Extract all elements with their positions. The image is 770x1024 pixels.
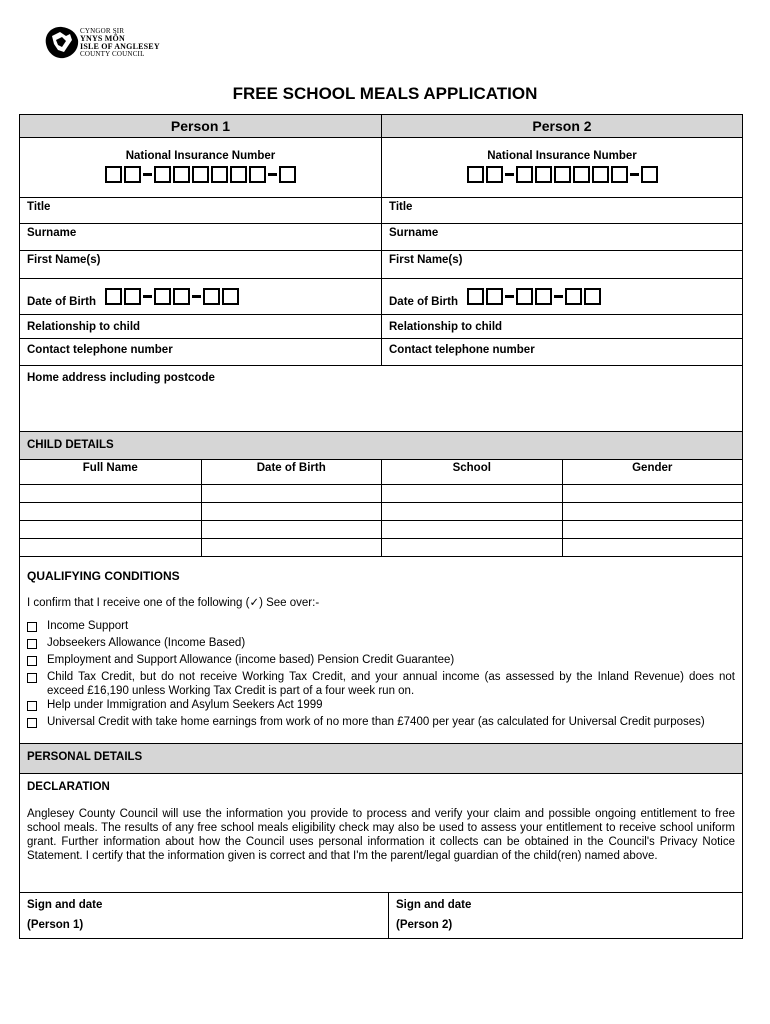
checkbox[interactable] [27,622,37,632]
table-cell[interactable] [201,503,382,520]
person2-signature-field[interactable] [388,893,742,938]
person1-surname-field[interactable]: Surname [27,227,77,239]
checkbox[interactable] [27,656,37,666]
list-item[interactable] [27,698,735,715]
ni-label: National Insurance Number [487,150,637,162]
logo-line: YNYS MÔN [80,34,125,43]
table-cell[interactable] [381,539,562,556]
sign-label: Sign and date [396,899,472,911]
column-header: Full Name [82,462,138,474]
sign-person-label: (Person 2) [396,919,453,931]
table-cell[interactable] [201,539,382,556]
checkbox[interactable] [27,701,37,711]
list-item-label: Help under Immigration and Asylum Seekers Act 1999 [47,699,323,711]
declaration-text: Anglesey County Council will use the information you provide to process and verify your claim and possible ongoing entitlement to free school meals. The results of any free school meals eligibility check may also be used to assess your entitlement to receive school uniform grant. Further information about how the Council uses personal information it collects can be obtained in the Council's Privacy Notice Statement. I certify that the information given is correct and that I'm the parent/legal guardian of the child(ren) named above. [27,808,735,862]
declaration-heading: DECLARATION [27,781,110,793]
list-item[interactable] [27,636,735,653]
sign-label: Sign and date [27,899,103,911]
table-cell[interactable] [562,539,743,556]
column-header: School [381,460,562,484]
person1-signature-field[interactable] [20,893,388,938]
personal-details-heading: PERSONAL DETAILS [27,751,143,763]
column-header: Date of Birth [201,460,382,484]
table-cell[interactable] [381,521,562,538]
person2-title-field[interactable]: Title [381,198,742,223]
list-item-label: Income Support [47,620,129,632]
form-title: FREE SCHOOL MEALS APPLICATION [232,84,538,103]
person2-phone-field[interactable]: Contact telephone number [381,339,742,365]
dob-label: Date of Birth [27,295,96,308]
ni-boxes[interactable] [389,166,735,183]
person1-firstname-field[interactable]: First Name(s) [27,254,101,266]
table-cell[interactable] [20,485,201,502]
sign-person-label: (Person 1) [27,919,84,931]
person2-heading: Person 2 [381,115,742,137]
table-cell[interactable] [381,503,562,520]
person2-dob-field[interactable] [381,279,742,314]
application-form [19,114,743,939]
person2-ni-field[interactable] [381,138,742,197]
dob-boxes[interactable] [466,288,602,305]
list-item-label: Universal Credit with take home earnings from work of no more than £7400 per year (as calculated for Universal Credit purposes) [47,716,705,728]
table-row [20,503,742,521]
logo-line: COUNTY COUNCIL [80,50,145,58]
person2-surname-field[interactable]: Surname [381,224,742,250]
person2-relationship-field[interactable]: Relationship to child [381,315,742,338]
list-item[interactable] [27,653,735,670]
home-address-field[interactable]: Home address including postcode [27,372,215,384]
table-row [20,485,742,503]
list-item-label: Child Tax Credit, but do not receive Working Tax Credit, and your annual income (as assessed by the Inland Revenue) does not exceed £16,190 unless Working Tax Credit is part of a four week run on. [47,671,735,697]
table-cell[interactable] [20,539,201,556]
table-cell[interactable] [562,521,743,538]
declaration-section [20,774,742,892]
list-item-label: Jobseekers Allowance (Income Based) [47,637,246,649]
table-row [20,521,742,539]
person2-firstname-field[interactable]: First Name(s) [381,251,742,278]
list-item[interactable] [27,715,735,732]
qualifying-intro: I confirm that I receive one of the following (✓) See over:- [27,597,320,609]
checkbox[interactable] [27,639,37,649]
person1-heading: Person 1 [170,118,231,134]
table-cell[interactable] [562,503,743,520]
dob-boxes[interactable] [104,288,240,305]
list-item[interactable] [27,619,735,636]
person1-ni-field[interactable] [20,138,381,197]
checkbox[interactable] [27,718,37,728]
table-cell[interactable] [201,521,382,538]
dob-label: Date of Birth [389,295,458,308]
child-details-heading: CHILD DETAILS [27,439,114,451]
list-item[interactable] [27,670,735,698]
logo-line: ISLE OF ANGLESEY [80,42,160,51]
table-cell[interactable] [20,503,201,520]
checkbox[interactable] [27,673,37,683]
logo-line: CYNGOR SIR [80,27,125,35]
column-header: Gender [562,460,743,484]
table-cell[interactable] [20,521,201,538]
table-cell[interactable] [201,485,382,502]
person1-relationship-field[interactable]: Relationship to child [27,321,141,333]
person1-title-field[interactable]: Title [27,201,51,213]
table-cell[interactable] [562,485,743,502]
person1-dob-field[interactable] [20,279,381,314]
qualifying-heading: QUALIFYING CONDITIONS [27,569,180,583]
person1-phone-field[interactable]: Contact telephone number [27,344,173,356]
table-cell[interactable] [381,485,562,502]
qualifying-section [20,557,742,743]
ni-boxes[interactable] [27,166,374,183]
ni-label: National Insurance Number [125,150,276,162]
list-item-label: Employment and Support Allowance (income based) Pension Credit Guarantee) [47,654,455,666]
council-name [80,28,160,58]
qualifying-list [27,619,735,732]
table-row [20,539,742,557]
